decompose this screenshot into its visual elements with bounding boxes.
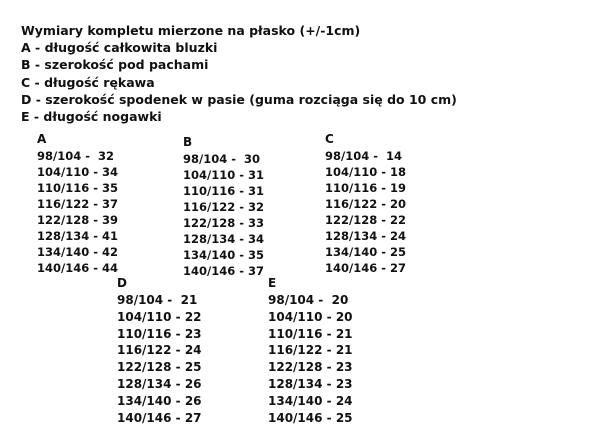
- size-row: 140/146 - 27: [325, 261, 406, 275]
- size-column-e: [268, 275, 353, 426]
- size-row: 116/122 - 24: [117, 343, 202, 358]
- size-row: 116/122 - 21: [268, 343, 353, 358]
- size-row: 140/146 - 27: [117, 410, 202, 425]
- column-title-e: E: [268, 276, 277, 290]
- size-row: 110/116 - 31: [183, 184, 264, 198]
- column-title-d: D: [117, 276, 127, 290]
- size-row: 122/128 - 23: [268, 360, 353, 375]
- size-row: 98/104 - 21: [117, 293, 198, 307]
- size-column-d: [117, 275, 202, 426]
- size-column-a: [37, 131, 118, 276]
- size-row: 122/128 - 25: [117, 360, 202, 375]
- size-row: 104/110 - 20: [268, 309, 353, 324]
- size-row: 140/146 - 25: [268, 410, 353, 425]
- size-row: 122/128 - 22: [325, 213, 406, 227]
- legend-line-b: B - szerokość pod pachami: [21, 57, 209, 73]
- size-row: 98/104 - 20: [268, 293, 349, 307]
- size-row: 134/140 - 35: [183, 248, 264, 262]
- size-row: 128/134 - 24: [325, 229, 406, 243]
- size-row: 140/146 - 44: [37, 261, 118, 275]
- legend-line-e: E - długość nogawki: [21, 108, 162, 124]
- size-row: 128/134 - 23: [268, 376, 353, 391]
- size-row: 104/110 - 18: [325, 165, 406, 179]
- size-row: 104/110 - 22: [117, 309, 202, 324]
- size-row: 116/122 - 32: [183, 200, 264, 214]
- size-row: 122/128 - 33: [183, 216, 264, 230]
- column-title-b: B: [183, 135, 193, 149]
- size-row: 134/140 - 26: [117, 393, 202, 408]
- legend-line-a: A - długość całkowita bluzki: [21, 40, 218, 56]
- size-row: 128/134 - 41: [37, 229, 118, 243]
- legend-line-d: D - szerokość spodenek w pasie (guma rozciąga się do 10 cm): [21, 91, 457, 107]
- size-row: 128/134 - 26: [117, 376, 202, 391]
- size-row: 110/116 - 23: [117, 326, 202, 341]
- column-title-a: A: [37, 132, 47, 146]
- size-row: 134/140 - 42: [37, 245, 118, 259]
- size-row: 104/110 - 34: [37, 165, 118, 179]
- column-title-c: C: [325, 132, 334, 146]
- size-row: 98/104 - 14: [325, 149, 402, 163]
- size-column-c: [325, 131, 406, 276]
- legend-line-c: C - długość rękawa: [21, 74, 155, 90]
- size-row: 104/110 - 31: [183, 168, 264, 182]
- size-row: 134/140 - 25: [325, 245, 406, 259]
- measurement-description: [21, 22, 457, 125]
- size-row: 110/116 - 19: [325, 181, 406, 195]
- size-row: 110/116 - 21: [268, 326, 353, 341]
- size-column-b: [183, 134, 264, 279]
- size-row: 98/104 - 32: [37, 149, 114, 163]
- size-row: 128/134 - 34: [183, 232, 264, 246]
- document-title: Wymiary kompletu mierzone na płasko (+/-1cm): [21, 23, 361, 38]
- size-row: 122/128 - 39: [37, 213, 118, 227]
- size-row: 140/146 - 37: [183, 264, 264, 278]
- size-row: 116/122 - 20: [325, 197, 406, 211]
- size-row: 116/122 - 37: [37, 197, 118, 211]
- size-row: 98/104 - 30: [183, 152, 260, 166]
- size-row: 134/140 - 24: [268, 393, 353, 408]
- size-row: 110/116 - 35: [37, 181, 118, 195]
